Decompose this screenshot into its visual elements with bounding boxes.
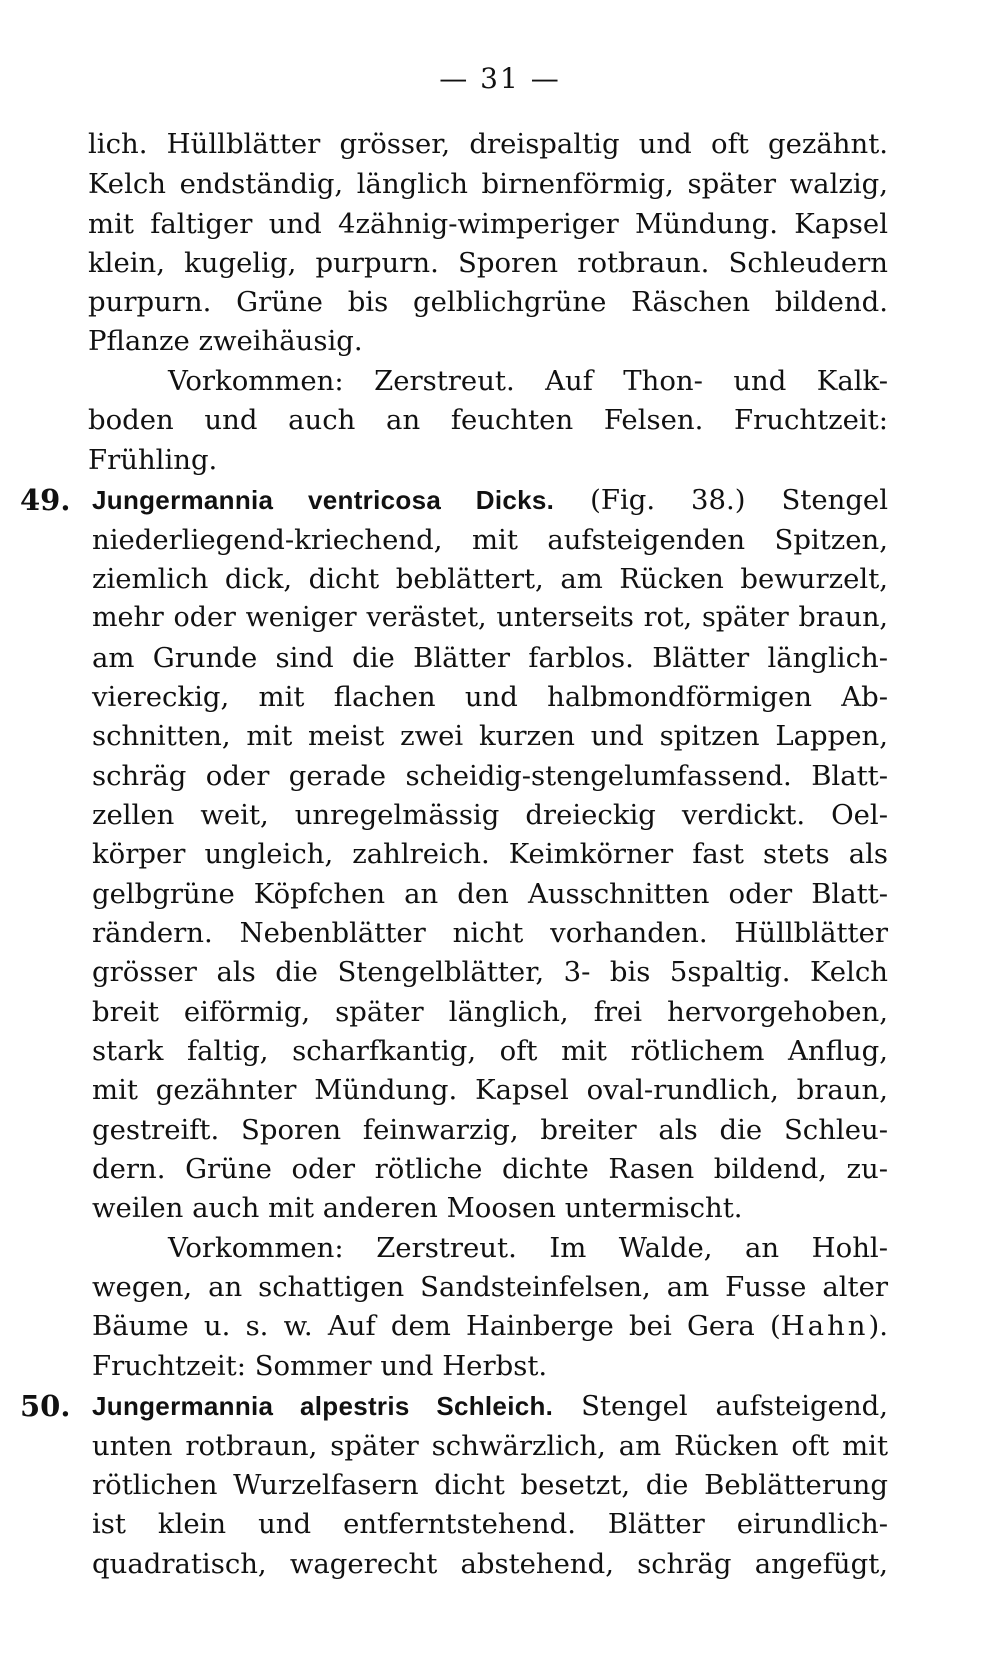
- page-number: — 31 —: [439, 62, 561, 95]
- vorkommen-line: Vorkommen: Zerstreut. Im Walde, an Hohl-: [168, 1232, 888, 1264]
- species-name: Jungermannia alpestris Schleich.: [92, 1391, 554, 1421]
- text-line: breit eiförmig, später länglich, frei hervorgehoben,: [92, 996, 888, 1028]
- vorkommen-line: Frühling.: [88, 444, 218, 476]
- text-line: dern. Grüne oder rötliche dichte Rasen bildend, zu-: [92, 1153, 888, 1185]
- text-line: ziemlich dick, dicht beblättert, am Rücken bewurzelt,: [92, 563, 888, 595]
- text-line: unten rotbraun, später schwärzlich, am Rücken oft mit: [92, 1430, 888, 1462]
- collector-name: Hahn: [780, 1310, 869, 1342]
- entry-number: 50.: [20, 1389, 71, 1423]
- heading-rest: Stengel aufsteigend,: [581, 1390, 888, 1422]
- vorkommen-text: Bäume u. s. w. Auf dem Hainberge bei Gera (: [92, 1310, 781, 1342]
- text-line: am Grunde sind die Blätter farblos. Blätter länglich-: [92, 642, 888, 674]
- vorkommen-text: ).: [868, 1310, 888, 1342]
- entry-number: 49.: [20, 483, 71, 517]
- text-line: körper ungleich, zahlreich. Keimkörner fast stets als: [92, 838, 888, 870]
- vorkommen-line: Vorkommen: Zerstreut. Auf Thon- und Kalk-: [168, 365, 888, 397]
- entry-heading-line: [92, 480, 888, 520]
- text-line: lich. Hüllblätter grösser, dreispaltig und oft gezähnt.: [88, 128, 888, 160]
- text-line: gelbgrüne Köpfchen an den Ausschnitten oder Blatt-: [92, 878, 888, 910]
- text-line: rändern. Nebenblätter nicht vorhanden. Hüllblätter: [92, 917, 888, 949]
- text-line: zellen weit, unregelmässig dreieckig verdickt. Oel-: [92, 799, 888, 831]
- text-line: purpurn. Grüne bis gelblichgrüne Räschen bildend.: [88, 286, 888, 318]
- entry-heading-line: [92, 1386, 888, 1426]
- vorkommen-line: boden und auch an feuchten Felsen. Fruchtzeit:: [88, 404, 888, 436]
- text-line: gestreift. Sporen feinwarzig, breiter als die Schleu-: [92, 1114, 888, 1146]
- text-line: niederliegend-kriechend, mit aufsteigenden Spitzen,: [92, 524, 888, 556]
- text-line: mit faltiger und 4zähnig-wimperiger Mündung. Kapsel: [88, 208, 888, 240]
- text-line: mehr oder weniger verästet, unterseits rot, später braun,: [92, 602, 888, 633]
- text-line: Pflanze zweihäusig.: [88, 325, 363, 357]
- heading-rest: (Fig. 38.) Stengel: [590, 484, 888, 516]
- text-line: viereckig, mit flachen und halbmondförmigen Ab-: [92, 681, 888, 713]
- text-line: klein, kugelig, purpurn. Sporen rotbraun. Schleudern: [88, 247, 888, 279]
- text-line: quadratisch, wagerecht abstehend, schräg angefügt,: [92, 1548, 888, 1580]
- species-name: Jungermannia ventricosa Dicks.: [92, 485, 555, 515]
- text-line: grösser als die Stengelblätter, 3- bis 5spaltig. Kelch: [92, 956, 888, 988]
- vorkommen-line: wegen, an schattigen Sandsteinfelsen, am Fusse alter: [92, 1271, 888, 1303]
- text-line: weilen auch mit anderen Moosen untermischt.: [92, 1192, 743, 1224]
- text-line: stark faltig, scharfkantig, oft mit rötlichem Anflug,: [92, 1035, 888, 1067]
- text-line: mit gezähnter Mündung. Kapsel oval-rundlich, braun,: [92, 1074, 888, 1106]
- text-line: schräg oder gerade scheidig-stengelumfassend. Blatt-: [92, 760, 888, 792]
- vorkommen-line: Fruchtzeit: Sommer und Herbst.: [92, 1350, 548, 1382]
- text-line: ist klein und entferntstehend. Blätter eirundlich-: [92, 1508, 888, 1540]
- text-line: Kelch endständig, länglich birnenförmig, später walzig,: [88, 168, 888, 200]
- text-line: schnitten, mit meist zwei kurzen und spitzen Lappen,: [92, 720, 888, 752]
- text-line: rötlichen Wurzelfasern dicht besetzt, die Beblätterung: [92, 1469, 888, 1501]
- vorkommen-line: [92, 1306, 888, 1346]
